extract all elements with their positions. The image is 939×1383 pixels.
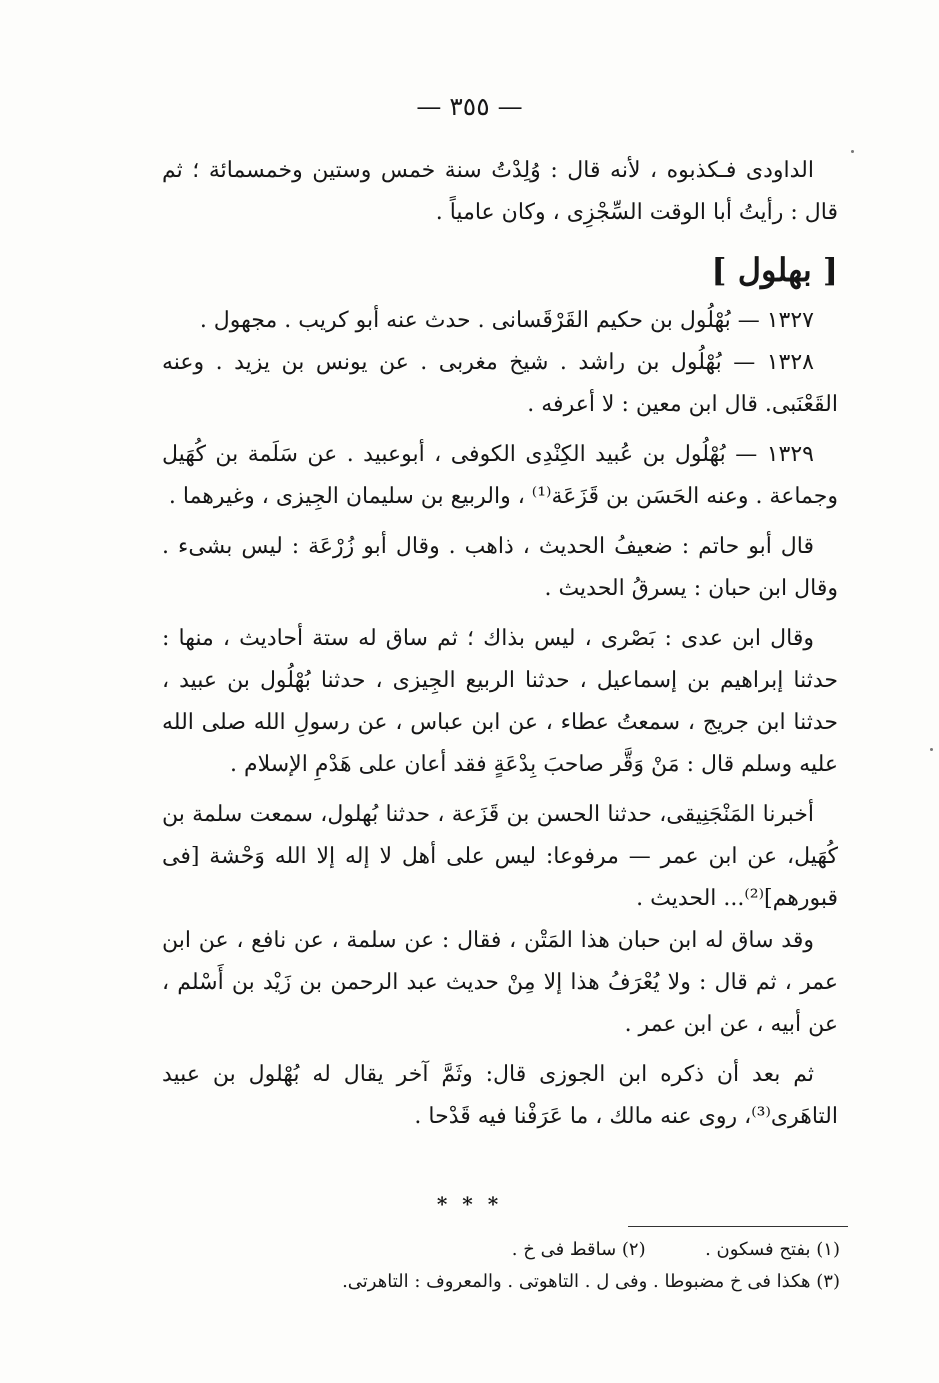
section-ornament: * * * <box>436 1192 503 1216</box>
paragraph-ibn-hibban: وقد ساق له ابن حبان هذا المَتْن ، فقال : عن سلمة ، عن نافع ، عن ابن عمر ، ثم قال : ولا يُعْرَفُ هذا إلا مِنْ حديث عبد الرحمن بن زَيْد بن أَسْلم ، عن أبيه ، عن ابن عمر . <box>162 928 838 1037</box>
entry-1328: ١٣٢٨ — بُهْلُول بن راشد . شيخ مغربى . عن يونس بن يزيد . وعنه القَعْنَبى. قال ابن معين : لا أعرفه . <box>162 350 838 417</box>
footnote-3: (٣) هكذا فى خ مضبوطا . وفى ل . التاهوتى . والمعروف : التاهرتى. <box>342 1271 840 1292</box>
paragraph-abu-hatim: قال أبو حاتم : ضعيفُ الحديث ، ذاهب . وقال أبو زُرْعَة : ليس بشىء . وقال ابن حبان : يسرقُ الحديث . <box>162 534 838 601</box>
paragraph-continuation: الداودى فـكذبوه ، لأنه قال : وُلِدْتُ سنة خمس وستين وخمسمائة ؛ ثم قال : رأيتُ أبا الوقت السِّجْزِى ، وكان عامياً . <box>162 158 838 225</box>
footnote-line-1 <box>250 1234 840 1266</box>
paragraph-manjaniqi: أخبرنا المَنْجَنِيقى، حدثنا الحسن بن قَزَعة ، حدثنا بُهلول، سمعت سلمة بن كُهَيل، عن ابن عمر — مرفوعا: ليس على أهل لا إله إلا الله وَحْشة [فى قبورهم]⁽²⁾... الحديث . <box>162 802 838 911</box>
page-body <box>162 150 838 1138</box>
paper-speck <box>930 748 933 751</box>
footnotes <box>250 1234 840 1298</box>
entry-1329: ١٣٢٩ — بُهْلُول بن عُبيد الكِنْدِى الكوفى ، أبوعبيد . عن سَلَمة بن كُهَيل وجماعة . وعنه الحَسَن بن قَزَعَة⁽¹⁾ ، والربيع بن سليمان الجِيزى ، وغيرهما . <box>162 442 838 509</box>
paragraph-ibn-adi: وقال ابن عدى : بَصْرى ، ليس بذاك ؛ ثم ساق له ستة أحاديث ، منها : حدثنا إبراهيم بن إسماعيل ، حدثنا الربيع الجِيزى ، حدثنا بُهْلُول بن عبيد ، حدثنا ابن جريج ، سمعتُ عطاء ، عن ابن عباس ، عن رسولِ الله صلى الله عليه وسلم قال : مَنْ وَقَّر صاحبَ بِدْعَةٍ فقد أعان على هَدْمِ الإسلام . <box>162 626 838 777</box>
footnote-1: (١) بفتح فسكون . <box>705 1239 840 1260</box>
section-heading: [ بهلول ] <box>711 251 838 289</box>
footnote-2: (٢) ساقط فى خ . <box>511 1239 646 1260</box>
paragraph-ibn-jawzi: ثم بعد أن ذكره ابن الجوزى قال: وثَمَّ آخر يقال له بُهْلول بن عبيد التاهَرى⁽³⁾، روى عنه مالك ، ما عَرَفْنا فيه قَدْحا . <box>162 1062 838 1129</box>
footnote-divider <box>628 1226 848 1227</box>
paper-speck <box>851 150 854 153</box>
entry-1327: ١٣٢٧ — بُهْلُول بن حكيم القَرْقَسانى . حدث عنه أبو كريب . مجهول . <box>199 308 814 333</box>
page-number: — ٣٥٥ — <box>416 92 523 121</box>
